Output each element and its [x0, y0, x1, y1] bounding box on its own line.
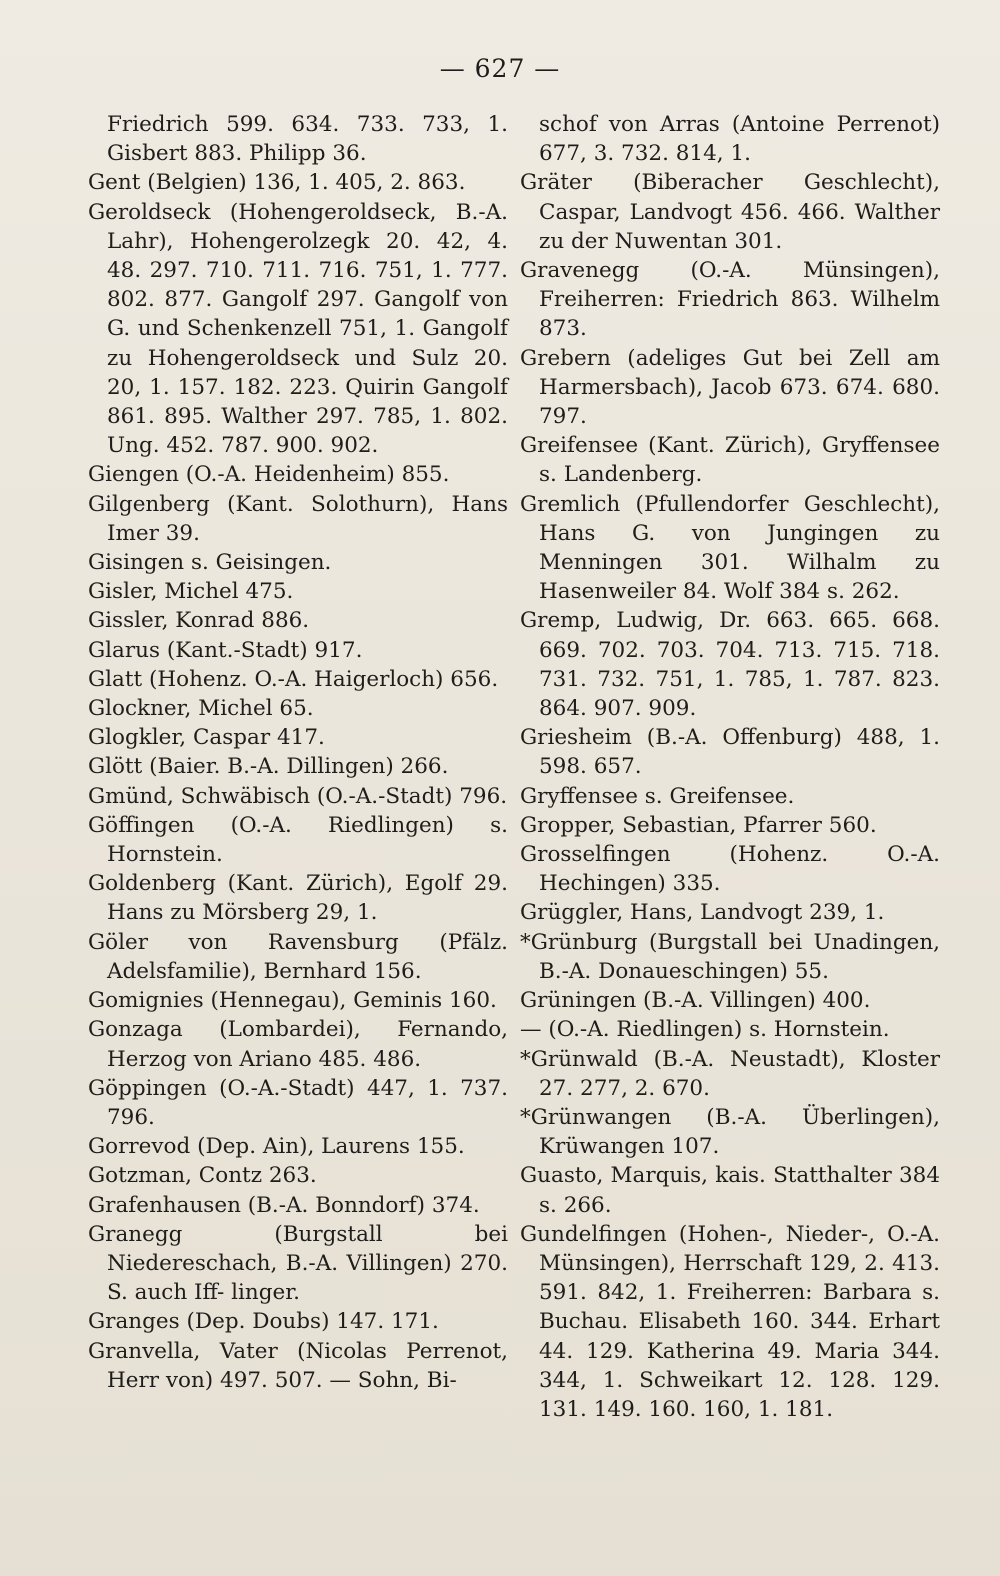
index-entry: Gisingen s. Geisingen. — [88, 550, 332, 576]
index-entry: *Grünwangen (B.-A. Überlingen), Krüwangen 107. — [520, 1104, 940, 1160]
index-entry: Gremp, Ludwig, Dr. 663. 665. 668. 669. 702. 703. 704. 713. 715. 718. 731. 732. 751, 1. 785, 1. 787. 823. 864. 907. 909. — [520, 608, 940, 722]
index-entry: Greifensee (Kant. Zürich), Gryffensee s. Landenberg. — [520, 433, 940, 488]
index-entry: Gomignies (Hennegau), Geminis 160. — [88, 988, 497, 1014]
index-entry: — (O.-A. Riedlingen) s. Hornstein. — [520, 1017, 890, 1043]
index-entry: Gropper, Sebastian, Pfarrer 560. — [520, 812, 877, 838]
index-entry: Gremlich (Pfullendorfer Geschlecht), Hans G. von Jungingen zu Menningen 301. Wilhalm zu Hasenweiler 84. Wolf 384 s. 262. — [520, 491, 940, 605]
index-entry: Granegg (Burgstall bei Niedereschach, B.-A. Villingen) 270. S. auch Iff- linger. — [88, 1221, 508, 1306]
index-entry: Glatt (Hohenz. O.-A. Haigerloch) 656. — [88, 666, 499, 692]
page-number: — 627 — — [439, 54, 561, 83]
index-entry: Grafenhausen (B.-A. Bonndorf) 374. — [88, 1192, 480, 1218]
index-entry: Gorrevod (Dep. Ain), Laurens 155. — [88, 1134, 465, 1160]
index-entry: Gent (Belgien) 136, 1. 405, 2. 863. — [88, 170, 466, 196]
index-column-left — [88, 110, 508, 1395]
index-entry: Glockner, Michel 65. — [88, 696, 314, 722]
index-entry: schof von Arras (Antoine Perrenot) 677, 3. 732. 814, 1. — [539, 112, 940, 167]
index-entry: Grüggler, Hans, Landvogt 239, 1. — [520, 900, 885, 926]
index-entry: Granvella, Vater (Nicolas Perrenot, Herr von) 497. 507. — Sohn, Bi- — [88, 1338, 508, 1393]
index-entry: Glött (Baier. B.-A. Dillingen) 266. — [88, 754, 449, 780]
index-entry: Grüningen (B.-A. Villingen) 400. — [520, 988, 871, 1014]
index-entry: Giengen (O.-A. Heidenheim) 855. — [88, 462, 450, 488]
index-entry: Göppingen (O.-A.-Stadt) 447, 1. 737. 796. — [88, 1075, 508, 1130]
index-entry: Glarus (Kant.-Stadt) 917. — [88, 637, 363, 663]
index-entry: Göffingen (O.-A. Riedlingen) s. Hornstein. — [88, 812, 508, 868]
index-entry: Guasto, Marquis, kais. Statthalter 384 s. 266. — [520, 1163, 940, 1218]
index-entry: Grosselfingen (Hohenz. O.-A. Hechingen) 335. — [520, 842, 940, 897]
index-entry: Geroldseck (Hohengeroldseck, B.-A. Lahr), Hohengerolzegk 20. 42, 4. 48. 297. 710. 711. 716. 751, 1. 777. 802. 877. Gangolf 297. Gangolf von G. und Schenkenzell 751, 1. Gangolf zu Hohengeroldseck und Sulz 20. 20, 1. 157. 182. 223. Quirin Gangolf 861. 895. Walther 297. 785, 1. 802. Ung. 452. 787. 900. 902. — [88, 199, 508, 459]
index-entry: Friedrich 599. 634. 733. 733, 1. Gisbert 883. Philipp 36. — [107, 112, 508, 167]
index-entry: Gotzman, Contz 263. — [88, 1163, 317, 1189]
index-entry: Granges (Dep. Doubs) 147. 171. — [88, 1309, 439, 1335]
index-entry: Gravenegg (O.-A. Münsingen), Freiherren: Friedrich 863. Wilhelm 873. — [520, 258, 940, 342]
index-column-right — [520, 110, 940, 1424]
index-entry: Gryffensee s. Greifensee. — [520, 783, 795, 809]
index-entry: Gilgenberg (Kant. Solothurn), Hans Imer 39. — [88, 491, 508, 546]
index-entry: Gonzaga (Lombardei), Fernando, Herzog von Ariano 485. 486. — [88, 1017, 508, 1072]
index-entry: Gundelfingen (Hohen-, Nieder-, O.-A. Münsingen), Herrschaft 129, 2. 413. 591. 842, 1. Freiherren: Barbara s. Buchau. Elisabeth 160. 344. Erhart 44. 129. Katherina 49. Maria 344. 344, 1. Schweikart 12. 128. 129. 131. 149. 160. 160, 1. 181. — [520, 1221, 940, 1422]
index-entry: Gmünd, Schwäbisch (O.-A.-Stadt) 796. — [88, 783, 508, 809]
index-entry: Glogkler, Caspar 417. — [88, 725, 325, 751]
index-entry: Grebern (adeliges Gut bei Zell am Harmersbach), Jacob 673. 674. 680. 797. — [520, 345, 940, 430]
index-entry: Gisler, Michel 475. — [88, 579, 294, 605]
index-entry: Göler von Ravensburg (Pfälz. Adelsfamilie), Bernhard 156. — [88, 929, 508, 984]
index-entry: Gräter (Biberacher Geschlecht), Caspar, Landvogt 456. 466. Walther zu der Nuwentan 301. — [520, 170, 940, 254]
index-entry: Gissler, Konrad 886. — [88, 608, 310, 634]
index-entry: Goldenberg (Kant. Zürich), Egolf 29. Hans zu Mörsberg 29, 1. — [88, 871, 508, 926]
index-entry: Griesheim (B.-A. Offenburg) 488, 1. 598. 657. — [520, 725, 940, 780]
index-entry: *Grünwald (B.-A. Neustadt), Kloster 27. 277, 2. 670. — [520, 1046, 940, 1101]
index-entry: *Grünburg (Burgstall bei Unadingen, B.-A. Donaueschingen) 55. — [520, 929, 940, 984]
